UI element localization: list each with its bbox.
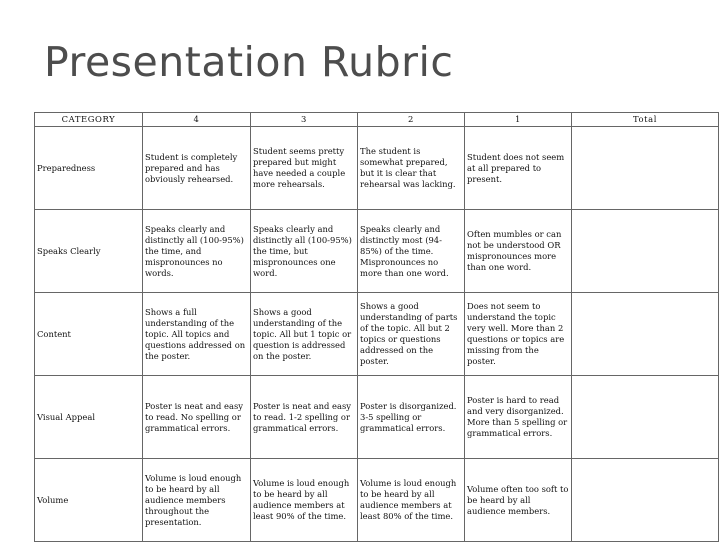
criteria-cell: Volume often too soft to be heard by all audience members.	[465, 459, 572, 542]
total-cell	[572, 127, 719, 210]
criteria-cell: Shows a full understanding of the topic. All topics and questions addressed on the poster.	[143, 293, 251, 376]
table-row	[35, 127, 719, 210]
criteria-cell: Shows a good understanding of the topic. All but 1 topic or question is addressed on the poster.	[251, 293, 358, 376]
total-cell	[572, 210, 719, 293]
category-cell: Content	[35, 293, 143, 376]
criteria-cell: Speaks clearly and distinctly most (94-85%) of the time. Mispronounces no more than one word.	[358, 210, 465, 293]
table-row	[35, 293, 719, 376]
total-cell	[572, 376, 719, 459]
criteria-cell: Often mumbles or can not be understood OR mispronounces more than one word.	[465, 210, 572, 293]
criteria-cell: Shows a good understanding of parts of the topic. All but 2 topics or questions addressed on the poster.	[358, 293, 465, 376]
criteria-cell: Student does not seem at all prepared to present.	[465, 127, 572, 210]
criteria-cell: Student seems pretty prepared but might have needed a couple more rehearsals.	[251, 127, 358, 210]
rubric-table	[34, 112, 719, 542]
header-score-1: 1	[465, 113, 572, 127]
criteria-cell: Poster is hard to read and very disorganized. More than 5 spelling or grammatical errors.	[465, 376, 572, 459]
table-row	[35, 210, 719, 293]
total-cell	[572, 293, 719, 376]
header-score-4: 4	[143, 113, 251, 127]
category-cell: Volume	[35, 459, 143, 542]
header-score-2: 2	[358, 113, 465, 127]
criteria-cell: Does not seem to understand the topic very well. More than 2 questions or topics are missing from the poster.	[465, 293, 572, 376]
table-row	[35, 459, 719, 542]
header-category: CATEGORY	[35, 113, 143, 127]
category-cell: Speaks Clearly	[35, 210, 143, 293]
criteria-cell: Poster is neat and easy to read. 1-2 spelling or grammatical errors.	[251, 376, 358, 459]
header-total: Total	[572, 113, 719, 127]
criteria-cell: Volume is loud enough to be heard by all audience members at least 90% of the time.	[251, 459, 358, 542]
criteria-cell: Speaks clearly and distinctly all (100-95%) the time, but mispronounces one word.	[251, 210, 358, 293]
page-title: Presentation Rubric	[44, 38, 454, 86]
header-score-3: 3	[251, 113, 358, 127]
criteria-cell: Student is completely prepared and has obviously rehearsed.	[143, 127, 251, 210]
criteria-cell: Poster is neat and easy to read. No spelling or grammatical errors.	[143, 376, 251, 459]
header-row	[35, 113, 719, 127]
criteria-cell: The student is somewhat prepared, but it is clear that rehearsal was lacking.	[358, 127, 465, 210]
category-cell: Preparedness	[35, 127, 143, 210]
criteria-cell: Speaks clearly and distinctly all (100-95%) the time, and mispronounces no words.	[143, 210, 251, 293]
total-cell	[572, 459, 719, 542]
table-row	[35, 376, 719, 459]
criteria-cell: Volume is loud enough to be heard by all audience members throughout the presentation.	[143, 459, 251, 542]
category-cell: Visual Appeal	[35, 376, 143, 459]
criteria-cell: Volume is loud enough to be heard by all audience members at least 80% of the time.	[358, 459, 465, 542]
criteria-cell: Poster is disorganized. 3-5 spelling or grammatical errors.	[358, 376, 465, 459]
